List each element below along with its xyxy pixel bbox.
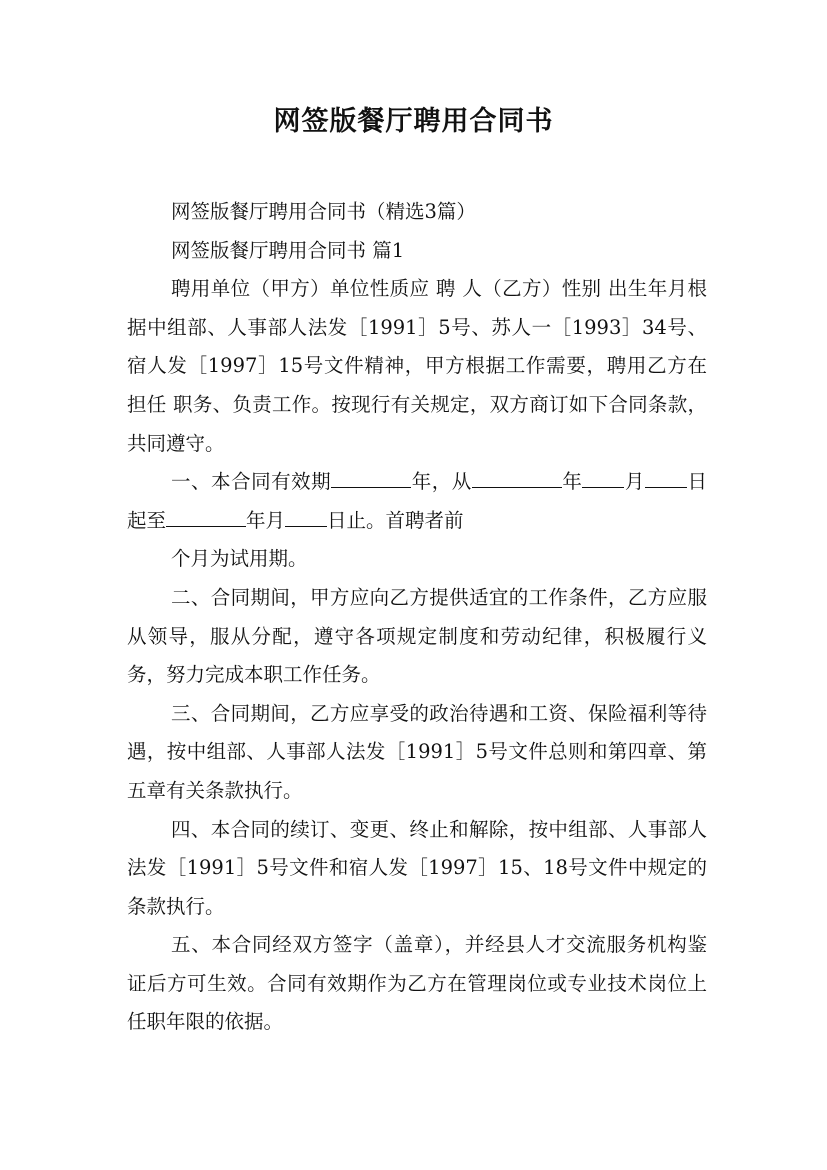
clause-1-text-c: 年 [561,470,583,494]
subtitle-line: 网签版餐厅聘用合同书（精选3篇） [171,200,476,223]
section-heading: 网签版餐厅聘用合同书 篇1 [171,238,405,262]
intro-paragraph: 聘用单位（甲方）单位性质应 聘 人（乙方）性别 出生年月根据中组部、人事部人法发［1991］5号、苏人一［1993］34号、宿人发［1997］15号文件精神，甲方根据工作需要，聘用乙方在 担任 职务、负责工作。按现行有关规定，双方商订如下合同条款，共同遵守。 [127,277,707,455]
clause-3: 三、合同期间，乙方应享受的政治待遇和工资、保险福利等待遇，按中组部、人事部人法发［1991］5号文件总则和第四章、第五章有关条款执行。 [127,701,707,802]
blank-end-day [285,504,327,526]
clause-4: 四、本合同的续订、变更、终止和解除，按中组部、人事部人法发［1991］5号文件和宿人发［1997］15、18号文件中规定的条款执行。 [127,817,707,918]
clause-1-text-e: 日起至 [127,470,707,532]
clause-1 [127,463,707,540]
clause-5: 五、本合同经双方签字（盖章），并经县人才交流服务机构鉴证后方可生效。合同有效期作为乙方在管理岗位或专业技术岗位上任职年限的依据。 [127,933,707,1034]
clause-1-text-b: 年，从 [411,470,472,494]
blank-start-day [645,466,687,488]
clause-1-text-g: 日止。首聘者前 [327,508,464,532]
blank-years [331,466,411,488]
clause-1-trial: 个月为试用期。 [171,547,308,571]
clause-1-text-f: 年月 [246,508,286,532]
blank-end-year [166,504,246,526]
document-title: 网签版餐厅聘用合同书 [273,106,554,137]
clause-1-text-a: 一、本合同有效期 [171,470,332,494]
blank-start-year [472,466,562,488]
clause-1-text-d: 月 [624,470,645,494]
clause-2: 二、合同期间，甲方应向乙方提供适宜的工作条件，乙方应服从领导，服从分配，遵守各项规定制度和劳动纪律，积极履行义务，努力完成本职工作任务。 [127,585,707,687]
blank-start-month [582,466,624,488]
document-body [127,193,707,1042]
